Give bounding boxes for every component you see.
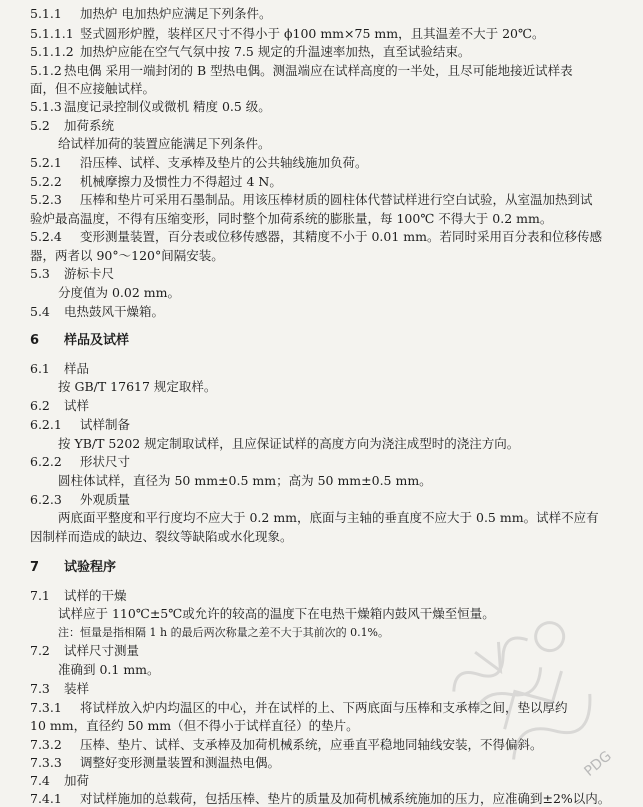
clause-number: 7.3.2	[30, 737, 62, 752]
clause-5-1-1	[30, 6, 631, 22]
clause-text: 将试样放入炉内均温区的中心，并在试样的上、下两底面与压棒和支承棒之间，垫以厚约	[80, 700, 568, 715]
section-heading-6	[30, 333, 631, 349]
watermark-label: PDG	[581, 748, 615, 780]
clause-text: 试样应于 110℃±5℃或允许的较高的温度下在电热干燥箱内鼓风干燥至恒量。	[58, 606, 495, 621]
clause-text: 圆柱体试样，直径为 50 mm±0.5 mm；高为 50 mm±0.5 mm。	[58, 473, 432, 488]
clause-6-2	[30, 398, 631, 414]
clause-5-1-1-2	[30, 44, 631, 60]
clause-number: 6.2.3	[30, 492, 62, 507]
clause-text: 加荷	[64, 773, 90, 788]
clause-5-2-2	[30, 174, 631, 190]
section-title: 样品及试样	[64, 333, 130, 348]
clause-text: 按 GB/T 17617 规定取样。	[58, 379, 217, 394]
clause-number: 6.2	[30, 398, 50, 413]
clause-text: 机械摩擦力及惯性力不得超过 4 N。	[80, 174, 282, 189]
clause-text: 装样	[64, 681, 90, 696]
clause-text: 压棒、垫片、试样、支承棒及加荷机械系统，应垂直平稳地同轴线安装，不得偏斜。	[80, 737, 543, 752]
clause-number: 5.1.1.2	[30, 44, 74, 59]
section-number: 6	[30, 333, 40, 348]
clause-text: 准确到 0.1 mm。	[58, 662, 160, 677]
clause-continuation	[30, 211, 631, 227]
clause-number: 7.1	[30, 588, 50, 603]
clause-5-2-3	[30, 192, 631, 208]
clause-paragraph	[58, 473, 631, 489]
clause-text: 压棒和垫片可采用石墨制品。用该压棒材质的圆柱体代替试样进行空白试验，从室温加热到试	[80, 192, 593, 207]
clause-number: 5.3	[30, 266, 50, 281]
clause-text: 10 mm，直径约 50 mm（但不得小于试样直径）的垫片。	[30, 718, 359, 733]
clause-5-1-3	[30, 99, 631, 115]
clause-number: 7.3.3	[30, 755, 62, 770]
clause-text: 试样	[64, 398, 90, 413]
clause-text: 对试样施加的总载荷，包括压棒、垫片的质量及加荷机械系统施加的压力，应准确到±2%以内。	[80, 791, 611, 806]
clause-number: 7.3.1	[30, 700, 62, 715]
clause-continuation	[30, 529, 631, 545]
clause-number: 7.3	[30, 681, 50, 696]
clause-text: 加热炉 电加热炉应满足下列条件。	[80, 6, 272, 21]
clause-text: 按 YB/T 5202 规定制取试样，且应保证试样的高度方向为浇注成型时的浇注方向。	[58, 436, 520, 451]
clause-text: 温度记录控制仪或微机 精度 0.5 级。	[64, 99, 271, 114]
clause-5-3	[30, 266, 631, 282]
clause-text: 分度值为 0.02 mm。	[58, 285, 180, 300]
clause-number: 5.2	[30, 118, 50, 133]
clause-text: 电热鼓风干燥箱。	[64, 304, 165, 319]
clause-paragraph	[58, 510, 631, 526]
clause-paragraph	[58, 436, 631, 452]
clause-number: 6.1	[30, 361, 50, 376]
clause-paragraph	[58, 136, 631, 152]
clause-number: 7.4.1	[30, 791, 62, 806]
clause-number: 5.2.2	[30, 174, 62, 189]
clause-number: 5.2.4	[30, 229, 62, 244]
clause-5-1-1-1	[30, 26, 631, 42]
clause-text: 加荷系统	[64, 118, 115, 133]
clause-text: 试样尺寸测量	[64, 643, 140, 658]
clause-6-2-1	[30, 417, 631, 433]
clause-text: 加热炉应能在空气气氛中按 7.5 规定的升温速率加热，直至试验结束。	[80, 44, 471, 59]
clause-5-2-4	[30, 229, 631, 245]
clause-number: 7.2	[30, 643, 50, 658]
clause-text: 样品	[64, 361, 90, 376]
clause-6-2-3	[30, 492, 631, 508]
clause-paragraph	[58, 379, 631, 395]
clause-text: 热电偶 采用一端封闭的 B 型热电偶。测温端应在试样高度的一半处，且尽可能地接近试样表	[64, 63, 573, 78]
clause-5-4	[30, 304, 631, 320]
clause-text: 沿压棒、试样、支承棒及垫片的公共轴线施加负荷。	[80, 155, 368, 170]
clause-number: 5.2.3	[30, 192, 62, 207]
clause-number: 5.1.3	[30, 99, 62, 114]
clause-number: 5.1.1	[30, 6, 62, 21]
clause-text: 外观质量	[80, 492, 131, 507]
clause-text: 两底面平整度和平行度均不应大于 0.2 mm，底面与主轴的垂直度不应大于 0.5 mm。试样不应有	[58, 510, 599, 525]
note-text: 注：恒量是指相隔 1 h 的最后两次称量之差不大于其前次的 0.1%。	[58, 626, 390, 639]
clause-5-2-1	[30, 155, 631, 171]
clause-number: 6.2.1	[30, 417, 62, 432]
clause-5-1-2	[30, 63, 631, 79]
clause-text: 器，两者以 90°～120°间隔安装。	[30, 248, 224, 263]
clause-number: 5.1.1.1	[30, 26, 74, 41]
clause-text: 游标卡尺	[64, 266, 115, 281]
clause-number: 7.4	[30, 773, 50, 788]
clause-text: 试样制备	[80, 417, 131, 432]
clause-text: 竖式圆形炉膛，装样区尺寸不得小于 ϕ100 mm×75 mm，且其温差不大于 20℃。	[80, 26, 545, 41]
clause-continuation	[30, 81, 631, 97]
clause-number: 5.2.1	[30, 155, 62, 170]
section-heading-7	[30, 560, 631, 576]
clause-7-4-1	[30, 791, 631, 807]
clause-text: 验炉最高温度，不得有压缩变形，同时整个加荷系统的膨胀量，每 100℃ 不得大于 0.2 mm。	[30, 211, 553, 226]
clause-5-2	[30, 118, 631, 134]
clause-text: 因制样而造成的缺边、裂纹等缺陷或水化现象。	[30, 529, 293, 544]
clause-6-2-2	[30, 454, 631, 470]
clause-continuation	[30, 248, 631, 264]
section-number: 7	[30, 560, 40, 575]
clause-text: 形状尺寸	[80, 454, 131, 469]
clause-6-1	[30, 361, 631, 377]
clause-number: 5.4	[30, 304, 50, 319]
clause-paragraph	[58, 285, 631, 301]
clause-text: 给试样加荷的装置应能满足下列条件。	[58, 136, 271, 151]
clause-text: 面，但不应接触试样。	[30, 81, 156, 96]
section-title: 试验程序	[64, 560, 117, 575]
clause-number: 6.2.2	[30, 454, 62, 469]
clause-text: 试样的干燥	[64, 588, 127, 603]
clause-text: 变形测量装置，百分表或位移传感器，其精度不小于 0.01 mm。若同时采用百分表和位移传感	[80, 229, 602, 244]
clause-number: 5.1.2	[30, 63, 62, 78]
clause-text: 调整好变形测量装置和测温热电偶。	[80, 755, 281, 770]
